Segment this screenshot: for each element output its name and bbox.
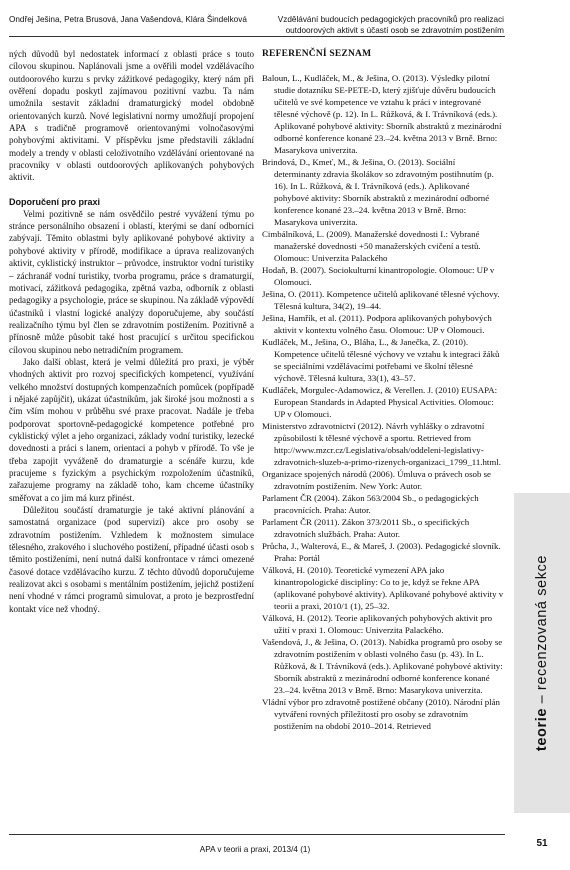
header-title-line2: outdoorových aktivit s účastí osob se zdravotním postižením xyxy=(285,26,504,35)
paragraph-activities: Jako další oblast, která je velmi důležitá pro praxi, je výběr vhodných aktivit pro rozvoj specifických kompetencí, využívání velkého množství dostupných kompenzačních pomůcek (popřípadě i nějaké zapůjčit), ukázat účastníkům, jak široké jsou možnosti a s čím vším mohou v průběhu své praxe pracovat. Nadále je třeba podporovat sportovně-pedagogické kompetence potřebné pro cyklistický výlet a jeho organizaci, základy vodní turistiky, lezecké dovednosti a práci s lanem, orientaci a pohyb v přírodě. To vše je třeba zapojit vyváženě do dramaturgie a scénáře kurzu, kde pracujeme s fyzickým a psychickým rozpoložením účastníků, zařazujeme programy na základě toho, kam chceme účastníky směřovat a co jim má kurz přinést. xyxy=(9,356,254,503)
section-label-theory: teorie xyxy=(534,707,550,752)
header-authors: Ondřej Ješina, Petra Brusová, Jana Vašendová, Klára Šindelková xyxy=(9,15,247,24)
reference-item: Ministerstvo zdravotnictví (2012). Návrh vyhlášky o zdravotní způsobilosti k tělesné výchově a sportu. Retrieved from http://www.mzcr.cz/Legislativa/obsah/oddeleni-legislativy-zdravotnich-sluzeb-a-primo-rizenych-organizaci_1799_11.html. xyxy=(262,421,501,467)
reference-item: Organizace spojených národů (2006). Úmluva o právech osob se zdravotním postižením. New York: Autor. xyxy=(262,469,491,491)
section-heading-recommendations: Doporučení pro praxi xyxy=(9,196,101,207)
reference-item: Kudláček, Morgulec-Adamowicz, & Verellen. J. (2010) EUSAPA: European Standards in Adapted Physical Activities. Olomouc: UP v Olomouci. xyxy=(262,385,498,419)
section-label-reviewed: recenzovaná sekce xyxy=(534,554,550,691)
reference-item: Ješina, O. (2011). Kompetence učitelů aplikované tělesné výchovy. Tělesná kultura, 34(2), 19–44. xyxy=(262,289,500,311)
reference-item: Brindová, D., Kmeť, M., & Ješina, O. (2013). Sociální determinanty zdravia školákov so zdravotným postihnutím (p. 16). In L. Růžková, & I. Trávníková (eds.). Aplikované pohybové aktivity: Sborník abstraktů z mezinárodní odborné konference konané 23.–24. května 2013 v Brně. Brno: Masarykova univerzita. xyxy=(262,157,494,227)
page-number: 51 xyxy=(536,838,548,849)
section-sidebar xyxy=(514,493,570,813)
reference-item: Vládní výbor pro zdravotně postižené občany (2010). Národní plán vytváření rovných příležitostí pro osoby se zdravotním postižením na období 2010–2014. Retrieved xyxy=(262,697,500,731)
reference-item: Průcha, J., Walterová, E., & Mareš, J. (2003). Pedagogické slovník. Praha: Portál xyxy=(262,541,501,563)
paragraph-dramaturgy: Důležitou součástí dramaturgie je také aktivní plánování a samostatná organizace (pod supervizí) akce pro osoby se zdravotním postižením. Vzhledem k možnostem simulace tělesného, zrakového i sluchového postižení, případné účasti osob s těmito postiženími, není nutná další konfrontace v rámci omezené časové dotace vzdělávacího kurzu. Z těchto důvodů doporučujeme realizovat akci s osobami s mentálním postižením, jejichž postižení není vhodné v rámci programů simulovat, a proto je bezprostřední kontakt více než vhodný. xyxy=(9,505,254,614)
reference-item: Hodaň, B. (2007). Sociokulturní kinantropologie. Olomouc: UP v Olomouci. xyxy=(262,265,495,287)
reference-item: Baloun, L., Kudláček, M., & Ješina, O. (2013). Výsledky pilotní studie dotazníku SE-PETE-D, který zjišťuje důvěru budoucích učitelů ve své kompetence ve vztahu k práci v integrované tělesné výchově (p. 12). In L. Růžková, & I. Trávníková (eds.). Aplikované pohybové aktivity: Sborník abstraktů z mezinárodní odborné konference konané 23.–24. května 2013 v Brně. Brno: Masarykova univerzita. xyxy=(262,73,502,155)
reference-item: Parlament ČR (2011). Zákon 373/2011 Sb., o specifických zdravotních službách. Praha: Autor. xyxy=(262,517,470,539)
references-heading: REFERENČNÍ SEZNAM xyxy=(262,49,372,59)
paragraph-intro: ných důvodů byl nedostatek informací z oblasti práce s touto cílovou skupinou. Naplánovali jsme a ověřili model vzdělávacího outdoorového kurzu s prvky zážitkové pedagogiky, který nám při ověření dopadu poskytl zajímavou pozitivní vazbu. Ta nám umožnila sestavit základní dramaturgický model obdobně orientovaných kurzů. Nové legislativní normy umožňují propojení APA s tradičně programově orientovanými volnočasovými pohybovými aktivitami. V příspěvku jsme představili základní modely a trendy v oblasti celoživotního vzdělávání orientované na pracovníky v oblasti outdoorových aplikovaných pohybových aktivit. xyxy=(9,49,254,183)
reference-item: Vašendová, J., & Ješina, O. (2013). Nabídka programů pro osoby se zdravotním postižením v oblasti volného času (p. 43). In L. Růžková, & I. Trávníková (eds.). Aplikované pohybové aktivity: Sborník abstraktů z mezinárodní odborné konference konané 23.–24. května 2013 v Brně. Brno: Masarykova univerzita. xyxy=(262,637,503,695)
reference-item: Parlament ČR (2004). Zákon 563/2004 Sb., o pedagogických pracovnících. Praha: Autor. xyxy=(262,493,479,515)
reference-item: Cimbálníková, L. (2009). Manažerské dovednosti I.: Vybrané manažerské dovednosti +50 manažerských cvičení a testů. Olomouc: Univerzita Palackého xyxy=(262,229,481,263)
left-column xyxy=(9,48,254,615)
reference-item: Válková, H. (2012). Teorie aplikovaných pohybových aktivit pro užití v praxi 1. Olomouc: Univerzita Palackého. xyxy=(262,613,493,635)
reference-item: Válková, H. (2010). Teoretické vymezení APA jako kinantropologické disciplíny: Co to je, když se řekne APA (aplikované pohybové aktivity). Aplikované pohybové aktivity v teorii a praxi, 2010/1 (1), 25–32. xyxy=(262,565,504,611)
paragraph-team: Velmi pozitivně se nám osvědčilo pestré vyvážení týmu po stránce personálního obsazení i oblastí, kterými se daní odborníci zabývají. Těmito oblastmi byly aplikované pohybové aktivity a pohybové aktivity v přírodě, modifikace a úprava realizovaných aktivit, cyklistický instruktor – průvodce, instruktor vodní turistiky – záchranář vodní turistiky, tvorba programu, práce s dramaturgií, motivací, zážitková pedagogika, zpětná vazba, odborník z oblasti pedagogiky a psychologie, práce se skupinou. Na základě výpovědí účastníků i vlastní logické analýzy doporučujeme, aby součástí realizačního týmu byl člen se zdravotním postižením. Pozitivně a přínosně může působit také host pracující s určitou specifickou cílovou skupinou nebo netradičním programem. xyxy=(9,208,254,355)
header-title-line1: Vzdělávání budoucích pedagogických pracovníků pro realizaci xyxy=(277,15,504,24)
right-column xyxy=(262,48,504,732)
section-label xyxy=(534,555,550,751)
footer-divider xyxy=(9,834,505,835)
header-divider xyxy=(9,36,505,37)
header-title xyxy=(262,14,504,36)
footer-journal: APA v teorii a praxi, 2013/4 (1) xyxy=(199,845,311,854)
reference-item: Kudláček, M., Ješina, O., Bláha, L., & Janečka, Z. (2010). Kompetence učitelů tělesné výchovy ve vztahu k integraci žáků se speciálními vzdělávacími potřebami ve školní tělesné výchově. Tělesná kultura, 33(1), 43–57. xyxy=(262,337,500,383)
reference-item: Ješina, Hamřík, et al. (2011). Podpora aplikovaných pohybových aktivit v kontextu volného času. Olomouc: UP v Olomouci. xyxy=(262,313,492,335)
section-label-separator: – xyxy=(534,690,550,708)
